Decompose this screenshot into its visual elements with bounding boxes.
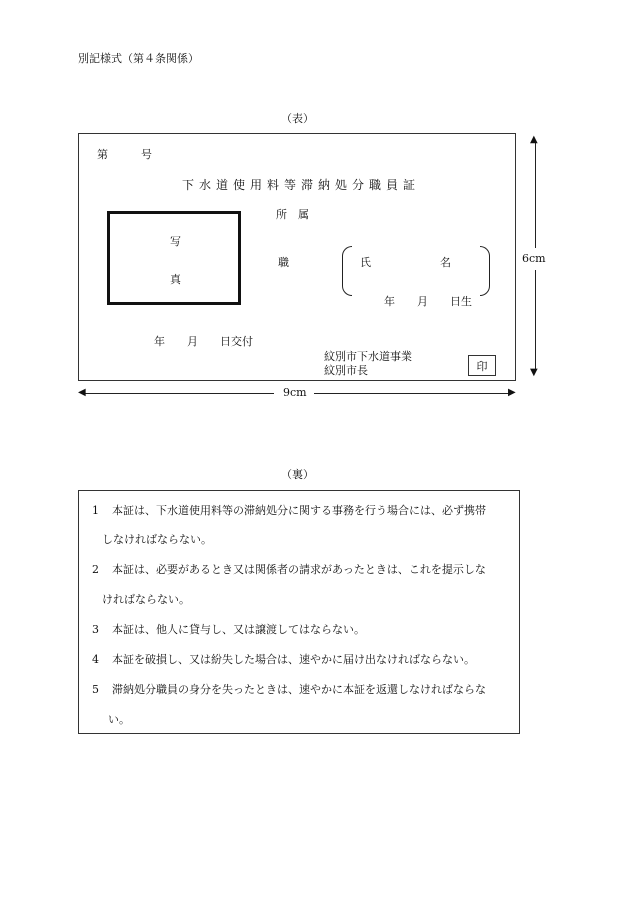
- rule-item-2-number: 2: [92, 563, 99, 576]
- affiliation-label: 所 属: [276, 208, 309, 221]
- name-bracket-right: [480, 246, 490, 296]
- rule-item-4-number: 4: [92, 653, 99, 666]
- card-number-label: 第 号: [97, 148, 152, 161]
- name-bracket-left: [342, 246, 352, 296]
- width-dimension-line-right: [314, 393, 510, 394]
- name-family-label: 名: [440, 256, 451, 269]
- front-side-label: （表）: [281, 112, 314, 125]
- id-card-back: [78, 490, 520, 734]
- form-header-label: 別記様式（第４条関係）: [78, 52, 199, 65]
- id-card-front: [78, 133, 516, 381]
- rule-item-1-line2: しなければならない。: [102, 533, 212, 546]
- rule-item-2-line1: 2 本証は、必要があるとき又は関係者の請求があったときは、これを提示しな: [92, 563, 486, 576]
- arrow-down-icon: ▼: [530, 367, 538, 378]
- rule-item-2-line2: ければならない。: [102, 593, 190, 606]
- height-dimension-line-bottom: [535, 270, 536, 370]
- photo-char-2: 真: [170, 273, 181, 286]
- rule-item-1-line1: 1 本証は、下水道使用料等の滞納処分に関する事務を行う場合には、必ず携帯: [92, 504, 486, 517]
- name-given-label: 氏: [360, 256, 371, 269]
- rule-item-1-number: 1: [92, 504, 99, 517]
- rule-item-5-line2: い。: [108, 713, 130, 726]
- photo-char-1: 写: [170, 235, 181, 248]
- card-title: 下水道使用料等滞納処分職員証: [182, 178, 421, 192]
- official-seal-box: [468, 355, 496, 376]
- arrow-right-icon: ▶: [508, 387, 516, 398]
- height-dimension-line-top: [535, 142, 536, 248]
- issuer-title: 紋別市長: [324, 364, 368, 377]
- back-side-label: （裏）: [281, 468, 314, 481]
- width-dimension-line-left: [84, 393, 274, 394]
- photo-placeholder: [107, 211, 241, 305]
- birth-date-label: 年 月 日生: [384, 295, 472, 308]
- rule-item-3: 3 本証は、他人に貸与し、又は譲渡してはならない。: [92, 623, 365, 636]
- rule-item-4: 4 本証を破損し、又は紛失した場合は、速やかに届け出なければならない。: [92, 653, 475, 666]
- seal-label: 印: [476, 359, 488, 373]
- height-dimension-label: 6cm: [522, 252, 546, 265]
- arrow-left-icon: ◀: [78, 387, 86, 398]
- rule-item-5-number: 5: [92, 683, 99, 696]
- position-label: 職: [278, 256, 289, 269]
- arrow-up-icon: ▲: [530, 134, 538, 145]
- rule-item-5-line1: 5 滞納処分職員の身分を失ったときは、速やかに本証を返還しなければならな: [92, 683, 486, 696]
- rule-item-3-number: 3: [92, 623, 99, 636]
- width-dimension-label: 9cm: [283, 386, 307, 399]
- issuer-org: 紋別市下水道事業: [324, 350, 412, 363]
- issue-date-label: 年 月 日交付: [154, 335, 253, 348]
